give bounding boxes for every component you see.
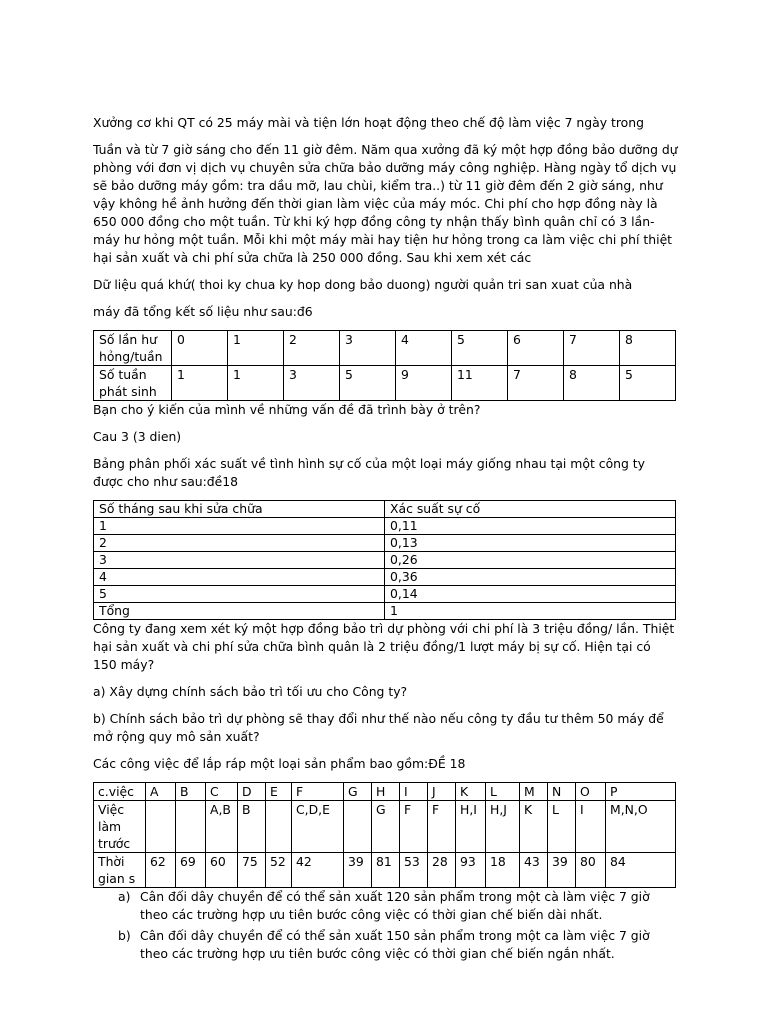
answer-list (93, 888, 678, 963)
paragraph-summary: máy đã tổng kết số liệu như sau:đ6 (93, 304, 313, 319)
table-cell: 28 (428, 853, 456, 888)
paragraph-maintenance-cost: Công ty đang xem xét ký một hợp đồng bảo trì dự phòng với chi phí là 3 triệu đồng/ lần. Thiệt hại sản xuất và chi phí sửa chữa bình quân là 2 triệu đồng/1 lượt máy bị sự cố. Hiện tại có 150 máy? (93, 621, 675, 672)
table-cell: 62 (146, 853, 176, 888)
table-header-row (94, 501, 676, 518)
table-cell: K (520, 801, 548, 853)
table-cell: 1 (385, 603, 676, 620)
table-cell: 5 (340, 366, 396, 401)
table-cell: 3 (94, 552, 385, 569)
answer-item (118, 888, 678, 924)
table-cell: Việc làm trước (94, 801, 146, 853)
table-row (94, 366, 676, 401)
table-cell: Số tuần phát sinh (94, 366, 172, 401)
table-cell: A (146, 783, 176, 801)
table-row (94, 535, 676, 552)
table-cell: 80 (576, 853, 606, 888)
table-row (94, 552, 676, 569)
table-cell: 39 (344, 853, 372, 888)
table-cell: 1 (172, 366, 228, 401)
table-cell: F (428, 801, 456, 853)
table-cell: 6 (508, 331, 564, 366)
table-cell: 5 (620, 366, 676, 401)
table-cell: 4 (396, 331, 452, 366)
table-cell: A,B (206, 801, 238, 853)
table-cell: 0,13 (385, 535, 676, 552)
table-cell: 5 (452, 331, 508, 366)
table-cell: Tổng (94, 603, 385, 620)
paragraph-intro: Xưởng cơ khi QT có 25 máy mài và tiện lớn hoạt động theo chế độ làm việc 7 ngày trong (93, 115, 644, 130)
table-cell: L (548, 801, 576, 853)
paragraph-probability: Bảng phân phối xác suất về tình hình sự cố của một loại máy giống nhau tại một công ty được cho như sau:đề18 (93, 456, 646, 489)
table-cell: N (548, 783, 576, 801)
table-cell: 18 (486, 853, 520, 888)
table-cell: 0 (172, 331, 228, 366)
table-cell: 0,36 (385, 569, 676, 586)
table-cell: 42 (292, 853, 344, 888)
failure-frequency-table (93, 330, 676, 401)
table-cell: 39 (548, 853, 576, 888)
table-cell: 8 (620, 331, 676, 366)
table-row (94, 853, 676, 888)
table-cell: 3 (340, 331, 396, 366)
table-cell: H,J (486, 801, 520, 853)
table-cell: H,I (456, 801, 486, 853)
paragraph-assembly: Các công việc để lắp ráp một loại sản phẩm bao gồm:ĐỀ 18 (93, 756, 466, 771)
table-cell: 0,14 (385, 586, 676, 603)
probability-table (93, 500, 676, 620)
table-cell: B (176, 783, 206, 801)
table-cell: M (520, 783, 548, 801)
question-heading: Cau 3 (3 dien) (93, 429, 182, 444)
table-cell: I (400, 783, 428, 801)
table-cell: 43 (520, 853, 548, 888)
paragraph-contract: Tuần và từ 7 giờ sáng cho đến 11 giờ đêm. Năm qua xưởng đã ký một hợp đồng bảo dưỡng dự phòng với đơn vị dịch vụ chuyên sửa chữa bảo dưỡng máy công nghiệp. Hàng ngày tổ dịch vụ sẽ bảo dưỡng máy gồm: tra dầu mỡ, lau chùi, kiểm tra..) từ 11 giờ đêm đến 2 giờ sáng, như vậy không hề ảnh hưởng đến thời gian làm việc của máy móc. Chi phí cho hợp đồng này là 650 000 đồng cho một tuần. Từ khi ký hợp đồng công ty nhận thấy bình quân chỉ có 3 lần-máy hư hỏng một tuần. Mỗi khi một máy mài hay tiện hư hỏng trong ca làm việc chi phí thiệt hại sản xuất và chi phí sửa chữa là 250 000 đồng. Sau khi xem xét các (93, 142, 678, 265)
table-cell: 8 (564, 366, 620, 401)
table-cell: 3 (284, 366, 340, 401)
table-cell: 81 (372, 853, 400, 888)
table-cell: F (292, 783, 344, 801)
table-cell: C (206, 783, 238, 801)
table-cell: J (428, 783, 456, 801)
table-cell: 4 (94, 569, 385, 586)
table-cell: E (266, 783, 292, 801)
table-cell: 2 (284, 331, 340, 366)
answer-item (118, 927, 678, 963)
table-cell: 9 (396, 366, 452, 401)
table-cell: c.việc (94, 783, 146, 801)
answer-marker: b) (118, 928, 131, 943)
table-cell: 69 (176, 853, 206, 888)
table-cell: 7 (508, 366, 564, 401)
table-cell: F (400, 801, 428, 853)
table-row (94, 569, 676, 586)
table-cell (146, 801, 176, 853)
table-row (94, 518, 676, 535)
table-row (94, 603, 676, 620)
table-cell: L (486, 783, 520, 801)
table-cell: O (576, 783, 606, 801)
paragraph-question: Bạn cho ý kiến của mình về những vấn đề đã trình bày ở trên? (93, 402, 481, 417)
table-cell: 7 (564, 331, 620, 366)
table-cell: D (238, 783, 266, 801)
question-a: a) Xây dựng chính sách bảo trì tối ưu cho Công ty? (93, 684, 408, 699)
table-cell: 52 (266, 853, 292, 888)
table-row (94, 586, 676, 603)
table-cell: 53 (400, 853, 428, 888)
table-cell: 84 (606, 853, 676, 888)
table-cell: B (238, 801, 266, 853)
document-body (93, 114, 678, 966)
table-cell: 5 (94, 586, 385, 603)
table-cell: 93 (456, 853, 486, 888)
table-row (94, 331, 676, 366)
table-cell: M,N,O (606, 801, 676, 853)
table-header-cell: Số tháng sau khi sửa chữa (94, 501, 385, 518)
answer-text: Cân đối dây chuyền để có thể sản xuất 150 sản phẩm trong một ca làm việc 7 giờ theo các trường hợp ưu tiên bước công việc có thời gian chế biến ngắn nhất. (140, 928, 650, 961)
table-cell: 0,11 (385, 518, 676, 535)
table-cell: 11 (452, 366, 508, 401)
assembly-tasks-table (93, 782, 676, 888)
table-header-cell: Xác suất sự cố (385, 501, 676, 518)
answer-marker: a) (118, 889, 131, 904)
table-cell (344, 801, 372, 853)
table-cell: H (372, 783, 400, 801)
table-cell: G (372, 801, 400, 853)
table-cell: 0,26 (385, 552, 676, 569)
table-cell: I (576, 801, 606, 853)
table-cell: Thời gian s (94, 853, 146, 888)
table-cell (176, 801, 206, 853)
question-b: b) Chính sách bảo trì dự phòng sẽ thay đổi như thế nào nếu công ty đầu tư thêm 50 máy để mở rộng quy mô sản xuất? (93, 711, 664, 744)
table-row (94, 801, 676, 853)
table-cell: G (344, 783, 372, 801)
table-cell: 60 (206, 853, 238, 888)
table-cell: 2 (94, 535, 385, 552)
table-row (94, 783, 676, 801)
table-cell: 1 (94, 518, 385, 535)
table-cell: P (606, 783, 676, 801)
table-cell: 1 (228, 366, 284, 401)
paragraph-past-data: Dữ liệu quá khứ( thoi ky chua ky hop dong bảo duong) người quản tri san xuat của nhà (93, 277, 633, 292)
table-cell: Số lần hư hỏng/tuần (94, 331, 172, 366)
table-cell: 1 (228, 331, 284, 366)
table-cell: K (456, 783, 486, 801)
answer-text: Cân đối dây chuyền để có thể sản xuất 120 sản phẩm trong một cà làm việc 7 giờ theo các trường hợp ưu tiên bước công việc có thời gian chế biến dài nhất. (140, 889, 650, 922)
table-cell (266, 801, 292, 853)
table-cell: 75 (238, 853, 266, 888)
table-cell: C,D,E (292, 801, 344, 853)
